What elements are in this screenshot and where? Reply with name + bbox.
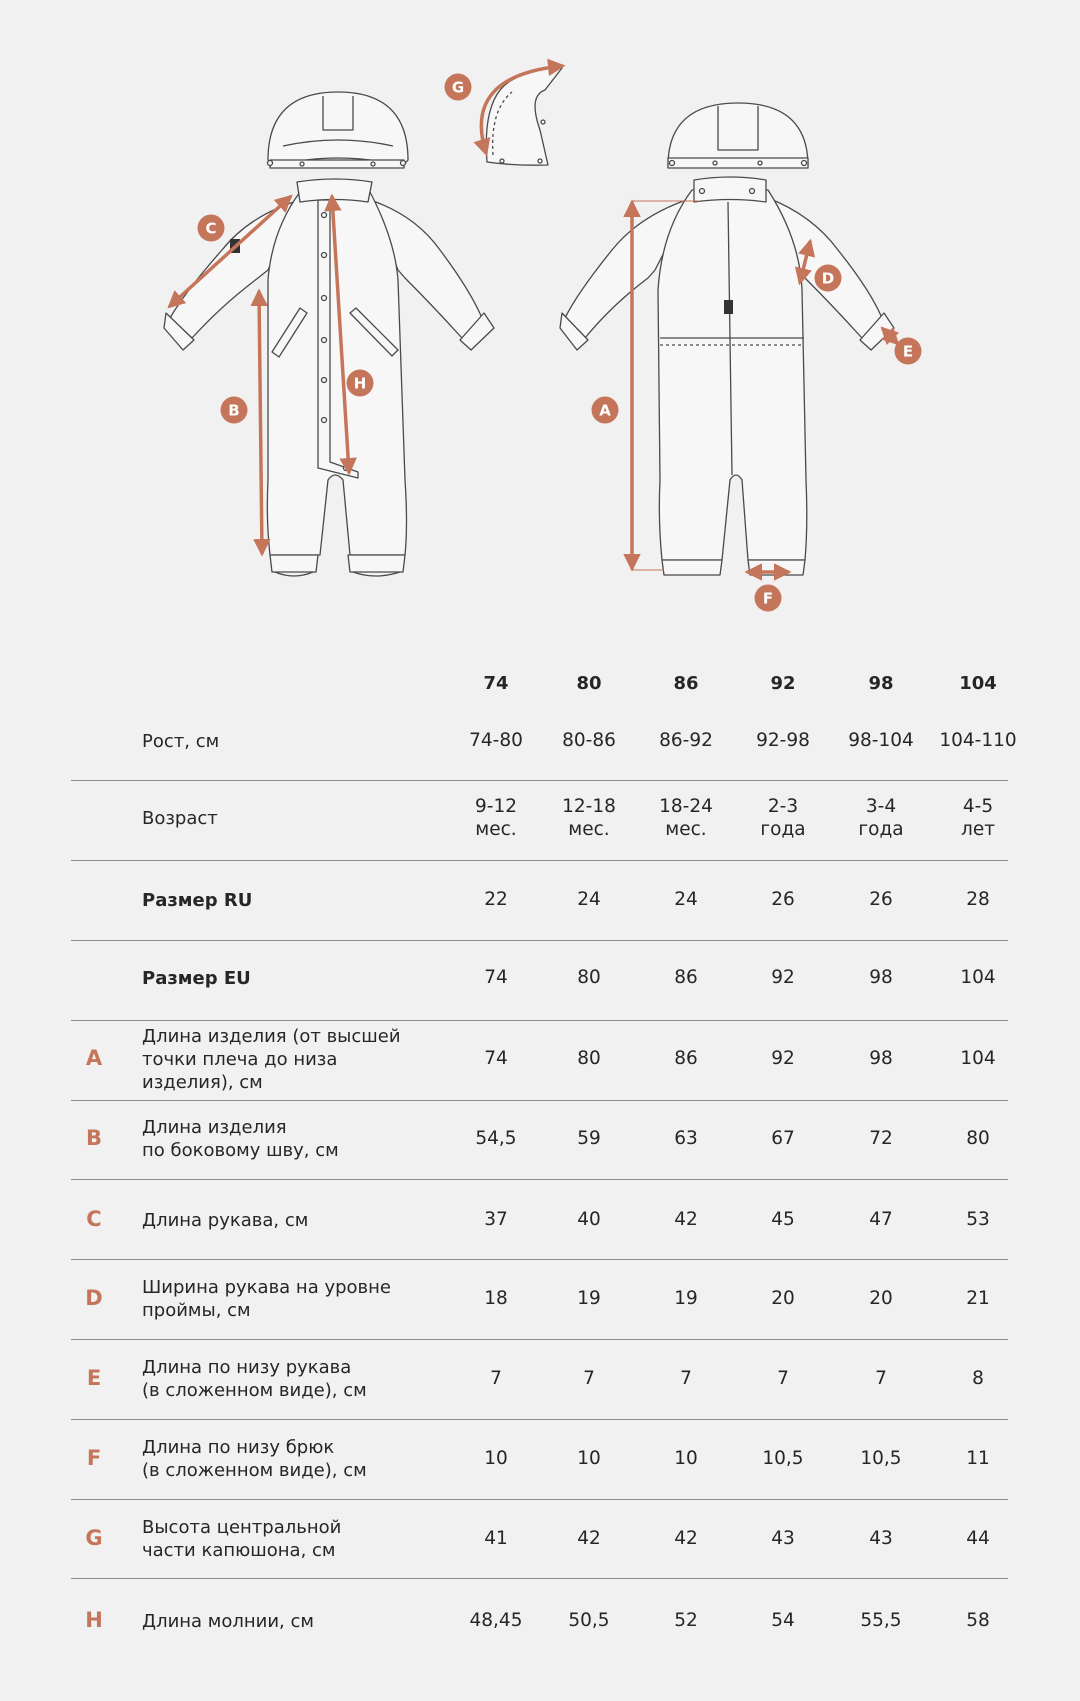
- table-cell: 28: [966, 889, 990, 911]
- table-cell: 24: [577, 889, 601, 911]
- table-cell: 80: [577, 1048, 601, 1070]
- table-cell: 41: [484, 1528, 508, 1550]
- marker-e: [895, 338, 922, 365]
- table-cell: 7: [583, 1368, 595, 1390]
- svg-text:A: A: [599, 401, 611, 420]
- table-cell: 43: [771, 1528, 795, 1550]
- row-letter: A: [85, 1046, 103, 1070]
- table-cell: 44: [966, 1528, 990, 1550]
- row-letter: D: [85, 1286, 103, 1310]
- table-cell: 86: [674, 967, 698, 989]
- table-cell: 45: [771, 1209, 795, 1231]
- marker-g: [445, 74, 472, 101]
- row-letter: F: [86, 1446, 102, 1470]
- table-cell: 104: [960, 1048, 996, 1070]
- marker-h: [347, 370, 374, 397]
- table-cell: 10: [577, 1448, 601, 1470]
- marker-a: [592, 397, 619, 424]
- size-header-cell: 98: [868, 673, 894, 694]
- row-label: Высота центральной части капюшона, см: [142, 1517, 342, 1561]
- table-cell: 104-110: [939, 730, 1017, 752]
- table-cell: 80-86: [562, 730, 616, 752]
- row-label: Длина по низу брюк (в сложенном виде), см: [142, 1437, 367, 1481]
- row-label: Длина молнии, см: [142, 1610, 314, 1632]
- table-cell: 74: [484, 967, 508, 989]
- table-cell: 92-98: [756, 730, 810, 752]
- table-cell: 104: [960, 967, 996, 989]
- row-divider: [71, 1339, 1008, 1340]
- row-divider: [71, 780, 1008, 781]
- table-cell: 42: [674, 1528, 698, 1550]
- table-cell: 92: [771, 967, 795, 989]
- table-cell: 18: [484, 1288, 508, 1310]
- row-letter: B: [85, 1126, 102, 1150]
- marker-b: [221, 397, 248, 424]
- row-divider: [71, 1578, 1008, 1579]
- table-cell: 10,5: [762, 1448, 804, 1470]
- row-letter: G: [85, 1526, 103, 1550]
- row-label: Длина изделия по боковому шву, см: [142, 1117, 339, 1161]
- table-cell: 26: [771, 889, 795, 911]
- table-cell: 19: [674, 1288, 698, 1310]
- row-divider: [71, 860, 1008, 861]
- table-cell: 4-5 лет: [961, 795, 995, 840]
- row-divider: [71, 1419, 1008, 1420]
- table-cell: 55,5: [860, 1610, 902, 1632]
- table-cell: 9-12 мес.: [475, 795, 517, 840]
- table-cell: 10,5: [860, 1448, 902, 1470]
- table-cell: 19: [577, 1288, 601, 1310]
- table-cell: 10: [674, 1448, 698, 1470]
- table-cell: 37: [484, 1209, 508, 1231]
- front-hood-drawing: [268, 92, 409, 168]
- table-cell: 72: [869, 1128, 893, 1150]
- table-cell: 7: [680, 1368, 692, 1390]
- table-cell: 26: [869, 889, 893, 911]
- table-cell: 47: [869, 1209, 893, 1231]
- table-cell: 24: [674, 889, 698, 911]
- table-cell: 54: [771, 1610, 795, 1632]
- size-header-cell: 80: [576, 673, 602, 694]
- row-label: Длина изделия (от высшей точки плеча до низа изделия), см: [142, 1025, 401, 1093]
- svg-text:H: H: [353, 374, 367, 393]
- row-divider: [71, 1100, 1008, 1101]
- row-letter: E: [86, 1366, 102, 1390]
- row-label: Ширина рукава на уровне проймы, см: [142, 1277, 391, 1321]
- table-cell: 80: [966, 1128, 990, 1150]
- table-cell: 43: [869, 1528, 893, 1550]
- table-cell: 21: [966, 1288, 990, 1310]
- table-cell: 98: [869, 967, 893, 989]
- table-cell: 42: [674, 1209, 698, 1231]
- row-divider: [71, 1020, 1008, 1021]
- row-label: Размер EU: [142, 967, 251, 989]
- table-cell: 52: [674, 1610, 698, 1632]
- table-cell: 18-24 мес.: [659, 795, 713, 840]
- table-cell: 63: [674, 1128, 698, 1150]
- row-label: Возраст: [142, 807, 218, 829]
- row-letter: H: [85, 1608, 103, 1632]
- table-cell: 98: [869, 1048, 893, 1070]
- svg-text:D: D: [821, 269, 835, 288]
- svg-text:B: B: [228, 401, 240, 420]
- table-cell: 53: [966, 1209, 990, 1231]
- measurement-diagram: [0, 0, 1080, 640]
- table-cell: 12-18 мес.: [562, 795, 616, 840]
- table-cell: 74-80: [469, 730, 523, 752]
- table-cell: 48,45: [469, 1610, 523, 1632]
- table-cell: 3-4 года: [858, 795, 904, 840]
- table-cell: 42: [577, 1528, 601, 1550]
- size-header-cell: 86: [673, 673, 699, 694]
- table-cell: 11: [966, 1448, 990, 1470]
- size-header-cell: 92: [770, 673, 796, 694]
- table-cell: 20: [869, 1288, 893, 1310]
- table-cell: 20: [771, 1288, 795, 1310]
- size-header-cell: 74: [483, 673, 509, 694]
- table-cell: 74: [484, 1048, 508, 1070]
- svg-text:G: G: [451, 78, 465, 97]
- table-cell: 58: [966, 1610, 990, 1632]
- row-letter: C: [86, 1207, 102, 1231]
- table-cell: 92: [771, 1048, 795, 1070]
- size-header-row: [0, 640, 1080, 694]
- row-divider: [71, 1179, 1008, 1180]
- row-label: Рост, см: [142, 730, 220, 752]
- marker-f: [755, 585, 782, 612]
- marker-c: [198, 215, 225, 242]
- table-cell: 10: [484, 1448, 508, 1470]
- row-divider: [71, 1259, 1008, 1260]
- side-hood-drawing: [486, 68, 562, 165]
- table-cell: 54,5: [475, 1128, 517, 1150]
- table-cell: 59: [577, 1128, 601, 1150]
- row-label: Размер RU: [142, 889, 253, 911]
- back-hood-drawing: [668, 103, 808, 168]
- table-cell: 80: [577, 967, 601, 989]
- row-divider: [71, 940, 1008, 941]
- table-cell: 22: [484, 889, 508, 911]
- table-cell: 98-104: [848, 730, 914, 752]
- table-cell: 50,5: [568, 1610, 610, 1632]
- row-label: Длина рукава, см: [142, 1209, 309, 1231]
- table-cell: 40: [577, 1209, 601, 1231]
- marker-d: [815, 265, 842, 292]
- table-cell: 86-92: [659, 730, 713, 752]
- row-label: Длина по низу рукава (в сложенном виде), см: [142, 1357, 367, 1401]
- table-cell: 7: [875, 1368, 887, 1390]
- table-cell: 8: [972, 1368, 984, 1390]
- row-divider: [71, 1499, 1008, 1500]
- svg-text:C: C: [205, 219, 217, 238]
- back-jumpsuit-drawing: [560, 177, 894, 575]
- table-cell: 7: [777, 1368, 789, 1390]
- table-cell: 7: [490, 1368, 502, 1390]
- svg-text:F: F: [762, 589, 774, 608]
- size-header-cell: 104: [959, 673, 997, 694]
- table-cell: 86: [674, 1048, 698, 1070]
- table-cell: 2-3 года: [760, 795, 806, 840]
- table-cell: 67: [771, 1128, 795, 1150]
- svg-text:E: E: [902, 342, 914, 361]
